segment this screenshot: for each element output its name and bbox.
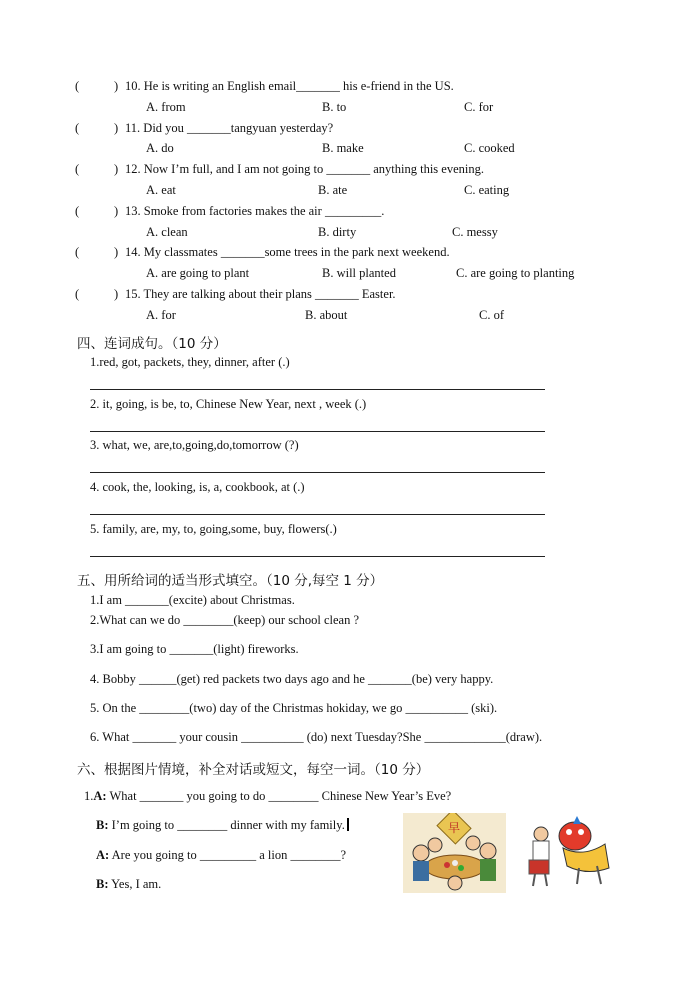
fill-item-6: 6. What _______ your cousin __________ (do) next Tuesday?She _____________(draw). (90, 730, 543, 744)
dialog-line-2 (96, 818, 349, 833)
answer-paren-open[interactable]: ( (75, 162, 80, 176)
section-5-title: 五、用所给词的适当形式填空。（10 分,每空 1 分） (77, 573, 384, 589)
option-b: B. will planted (322, 266, 396, 280)
reorder-item-3: 3. what, we, are,to,going,do,tomorrow (?) (90, 438, 299, 452)
option-b: B. to (322, 100, 347, 114)
answer-paren-close: ) (114, 245, 119, 259)
dialog-text: Yes, I am. (108, 877, 162, 891)
item-number: 1. (84, 789, 94, 803)
option-b: B. ate (318, 183, 348, 197)
option-c: C. of (479, 308, 504, 322)
option-c: C. cooked (464, 141, 515, 155)
family-dinner-illustration (403, 813, 506, 893)
answer-paren-close: ) (114, 162, 119, 176)
option-c: C. are going to planting (456, 266, 575, 280)
speaker-label: A: (93, 789, 107, 803)
speaker-label: B: (96, 877, 109, 891)
option-c: C. messy (452, 225, 498, 239)
fill-item-5: 5. On the ________(two) day of the Christmas hokiday, we go __________ (ski). (90, 701, 498, 715)
question-stem: 13. Smoke from factories makes the air _________. (125, 204, 385, 218)
answer-paren-open[interactable]: ( (75, 121, 80, 135)
answer-paren-close: ) (114, 287, 119, 301)
answer-line-5[interactable] (90, 556, 545, 557)
answer-paren-open[interactable]: ( (75, 245, 80, 259)
fill-item-2: 2.What can we do ________(keep) our school clean ? (90, 613, 360, 627)
reorder-item-2: 2. it, going, is be, to, Chinese New Year, next , week (.) (90, 397, 367, 411)
question-stem: 11. Did you _______tangyuan yesterday? (125, 121, 334, 135)
fill-item-3: 3.I am going to _______(light) fireworks. (90, 642, 299, 656)
dialog-line-1 (84, 789, 451, 804)
reorder-item-5: 5. family, are, my, to, going,some, buy, flowers(.) (90, 522, 337, 536)
speaker-label: A: (96, 848, 110, 862)
dialog-text: Are you going to _________ a lion ________? (109, 848, 346, 862)
option-a: A. for (146, 308, 176, 322)
fu-character: 早 (447, 821, 461, 835)
option-b: B. make (322, 141, 364, 155)
option-b: B. dirty (318, 225, 357, 239)
answer-paren-close: ) (114, 121, 119, 135)
reorder-item-1: 1.red, got, packets, they, dinner, after (.) (90, 355, 290, 369)
answer-paren-close: ) (114, 204, 119, 218)
answer-paren-open[interactable]: ( (75, 204, 80, 218)
question-stem: 10. He is writing an English email_______ his e-friend in the US. (125, 79, 454, 93)
answer-line-1[interactable] (90, 389, 545, 390)
question-stem: 14. My classmates _______some trees in the park next weekend. (125, 245, 450, 259)
fill-item-4: 4. Bobby ______(get) red packets two days ago and he _______(be) very happy. (90, 672, 494, 686)
section-6-title: 六、根据图片情境，补全对话或短文，每空一词。（10 分） (77, 762, 430, 778)
option-b: B. about (305, 308, 348, 322)
answer-line-3[interactable] (90, 472, 545, 473)
section-4-title: 四、连词成句。（10 分） (77, 336, 227, 352)
option-a: A. do (146, 141, 174, 155)
fill-item-1: 1.I am _______(excite) about Christmas. (90, 593, 295, 607)
answer-paren-open[interactable]: ( (75, 79, 80, 93)
text-cursor (347, 818, 349, 831)
option-a: A. eat (146, 183, 176, 197)
answer-paren-close: ) (114, 79, 119, 93)
dialog-text: What _______ you going to do ________ Chinese New Year’s Eve? (106, 789, 452, 803)
answer-line-2[interactable] (90, 431, 545, 432)
answer-line-4[interactable] (90, 514, 545, 515)
answer-paren-open[interactable]: ( (75, 287, 80, 301)
speaker-label: B: (96, 818, 109, 832)
dialog-text: I’m going to ________ dinner with my family. (108, 818, 345, 832)
dialog-line-4 (96, 877, 161, 892)
option-a: A. from (146, 100, 186, 114)
lion-dance-illustration (523, 814, 615, 888)
dialog-line-3 (96, 848, 346, 863)
option-a: A. clean (146, 225, 188, 239)
reorder-item-4: 4. cook, the, looking, is, a, cookbook, at (.) (90, 480, 305, 494)
option-c: C. for (464, 100, 494, 114)
option-a: A. are going to plant (146, 266, 250, 280)
question-stem: 12. Now I’m full, and I am not going to _______ anything this evening. (125, 162, 484, 176)
question-stem: 15. They are talking about their plans _______ Easter. (125, 287, 396, 301)
option-c: C. eating (464, 183, 510, 197)
